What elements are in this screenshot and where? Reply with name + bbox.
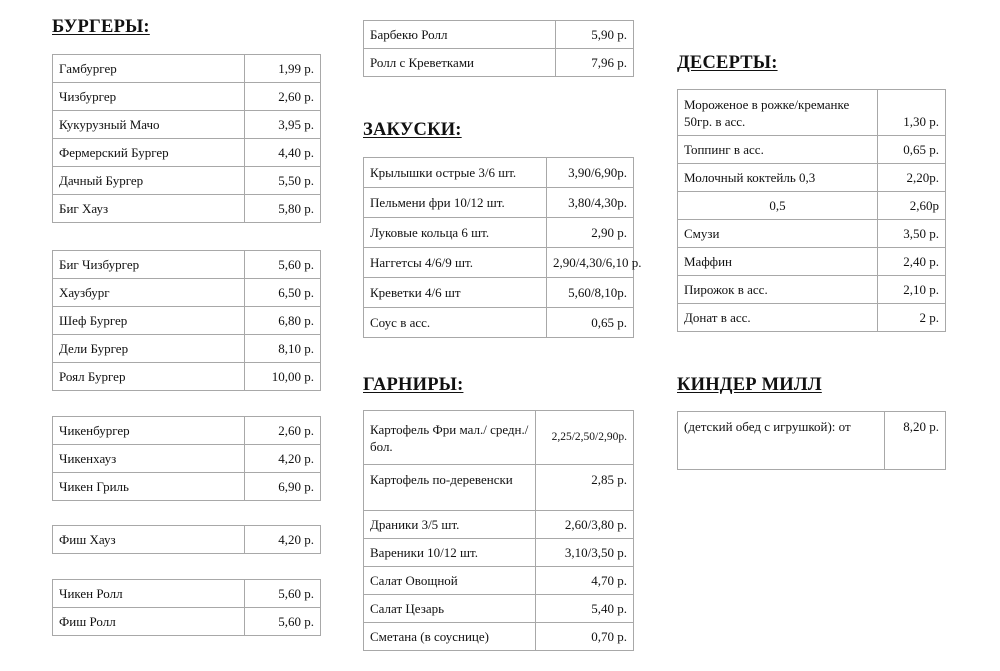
item-name: Наггетсы 4/6/9 шт. [364,248,547,278]
item-price: 2,60р [878,192,946,220]
section-heading-snacks: ЗАКУСКИ: [363,120,462,140]
item-price: 1,30 р. [878,90,946,136]
item-name: Луковые кольца 6 шт. [364,218,547,248]
item-name: Фермерский Бургер [53,139,245,167]
item-name: Смузи [678,220,878,248]
item-name: Ролл с Креветками [364,49,556,77]
item-price: 2,60 р. [245,417,321,445]
item-price: 2,60/3,80 р. [536,511,634,539]
item-name: Чикен Ролл [53,580,245,608]
menu-row [364,511,634,539]
burgers-table-4 [52,525,321,554]
item-price: 3,90/6,90р. [547,158,634,188]
snacks-table [363,157,642,338]
menu-row [53,279,321,307]
item-name: Крылышки острые 3/6 шт. [364,158,547,188]
item-price: 2,25/2,50/2,90р. [536,411,634,465]
item-price: 3,50 р. [878,220,946,248]
item-price: 4,20 р. [245,526,321,554]
item-name: Картофель Фри мал./ средн./бол. [364,411,536,465]
item-price: 3,10/3,50 р. [536,539,634,567]
item-name: Креветки 4/6 шт [364,278,547,308]
item-name: Картофель по-деревенски [364,465,536,511]
item-name: Биг Хауз [53,195,245,223]
item-name: Фиш Ролл [53,608,245,636]
item-price: 0,65 р. [878,136,946,164]
menu-row [364,248,634,278]
menu-row [53,139,321,167]
item-price: 2,90 р. [547,218,634,248]
menu-row [53,445,321,473]
item-price: 10,00 р. [245,363,321,391]
menu-row [364,188,634,218]
item-price: 2,90/4,30/6,10 р. [547,248,634,278]
item-price: 2,85 р. [536,465,634,511]
item-name: Соус в асс. [364,308,547,338]
menu-row [364,567,634,595]
menu-row [678,90,946,136]
item-name: Пирожок в асс. [678,276,878,304]
item-price: 4,70 р. [536,567,634,595]
item-name: Чикенхауз [53,445,245,473]
item-price: 6,90 р. [245,473,321,501]
item-name: Пельмени фри 10/12 шт. [364,188,547,218]
menu-row [364,623,634,651]
menu-row [364,465,634,511]
item-name: Кукурузный Мачо [53,111,245,139]
item-price: 5,60 р. [245,580,321,608]
item-price: 5,50 р. [245,167,321,195]
item-name: Чизбургер [53,83,245,111]
item-price: 5,60 р. [245,608,321,636]
kids-table [677,411,946,470]
item-price: 3,95 р. [245,111,321,139]
item-price: 8,20 р. [885,412,946,470]
item-name: Фиш Хауз [53,526,245,554]
item-price: 6,80 р. [245,307,321,335]
menu-row [53,251,321,279]
menu-row [364,411,634,465]
menu-row [53,473,321,501]
section-heading-kids: КИНДЕР МИЛЛ [677,375,822,395]
menu-row [678,412,946,470]
menu-row [53,417,321,445]
menu-row [53,111,321,139]
item-price: 8,10 р. [245,335,321,363]
menu-row [678,220,946,248]
menu-row [364,21,634,49]
item-name: Шеф Бургер [53,307,245,335]
menu-row [678,276,946,304]
item-name: Молочный коктейль 0,3 [678,164,878,192]
item-price: 0,70 р. [536,623,634,651]
menu-row [53,195,321,223]
menu-row [678,192,946,220]
item-price: 3,80/4,30р. [547,188,634,218]
item-name: Сметана (в соуснице) [364,623,536,651]
menu-row [364,278,634,308]
menu-row [364,49,634,77]
item-name: Салат Овощной [364,567,536,595]
section-heading-burgers: БУРГЕРЫ: [52,17,150,37]
burgers-table-2 [52,250,321,391]
item-price: 5,40 р. [536,595,634,623]
item-price: 5,80 р. [245,195,321,223]
item-name: Чикен Гриль [53,473,245,501]
menu-row [53,55,321,83]
menu-row [678,304,946,332]
item-name: (детский обед с игрушкой): от [678,412,885,470]
section-heading-desserts: ДЕСЕРТЫ: [677,53,778,73]
rolls-table [363,20,634,77]
menu-row [53,363,321,391]
burgers-table-3 [52,416,321,501]
menu-row [53,167,321,195]
item-name: Вареники 10/12 шт. [364,539,536,567]
item-price: 2,10 р. [878,276,946,304]
menu-row [678,248,946,276]
item-name: Гамбургер [53,55,245,83]
item-price: 5,60 р. [245,251,321,279]
item-price: 7,96 р. [556,49,634,77]
item-price: 5,60/8,10р. [547,278,634,308]
menu-row [364,539,634,567]
menu-row [364,158,634,188]
item-name: Салат Цезарь [364,595,536,623]
item-price: 4,40 р. [245,139,321,167]
section-heading-sides: ГАРНИРЫ: [363,375,464,395]
item-name: Дачный Бургер [53,167,245,195]
menu-row [53,580,321,608]
item-price: 1,99 р. [245,55,321,83]
item-name: Биг Чизбургер [53,251,245,279]
menu-row [364,218,634,248]
item-name: Роял Бургер [53,363,245,391]
item-price: 2,40 р. [878,248,946,276]
item-name: Мороженое в рожке/креманке 50гр. в асс. [678,90,878,136]
menu-row [53,526,321,554]
item-price: 2,60 р. [245,83,321,111]
menu-row [364,308,634,338]
item-name: Чикенбургер [53,417,245,445]
burgers-table-1 [52,54,321,223]
sides-table [363,410,634,651]
menu-row [678,164,946,192]
menu-row [53,608,321,636]
item-name: Дели Бургер [53,335,245,363]
item-price: 4,20 р. [245,445,321,473]
item-price: 0,65 р. [547,308,634,338]
desserts-table [677,89,946,332]
item-price: 5,90 р. [556,21,634,49]
menu-row [364,595,634,623]
item-name: Топпинг в асс. [678,136,878,164]
item-name: Маффин [678,248,878,276]
item-price: 2 р. [878,304,946,332]
item-name: Донат в асс. [678,304,878,332]
burgers-table-5 [52,579,321,636]
menu-row [53,307,321,335]
item-price: 2,20р. [878,164,946,192]
item-name: 0,5 [678,192,878,220]
item-name: Барбекю Ролл [364,21,556,49]
menu-row [53,335,321,363]
item-price: 6,50 р. [245,279,321,307]
menu-row [53,83,321,111]
menu-row [678,136,946,164]
item-name: Драники 3/5 шт. [364,511,536,539]
item-name: Хаузбург [53,279,245,307]
